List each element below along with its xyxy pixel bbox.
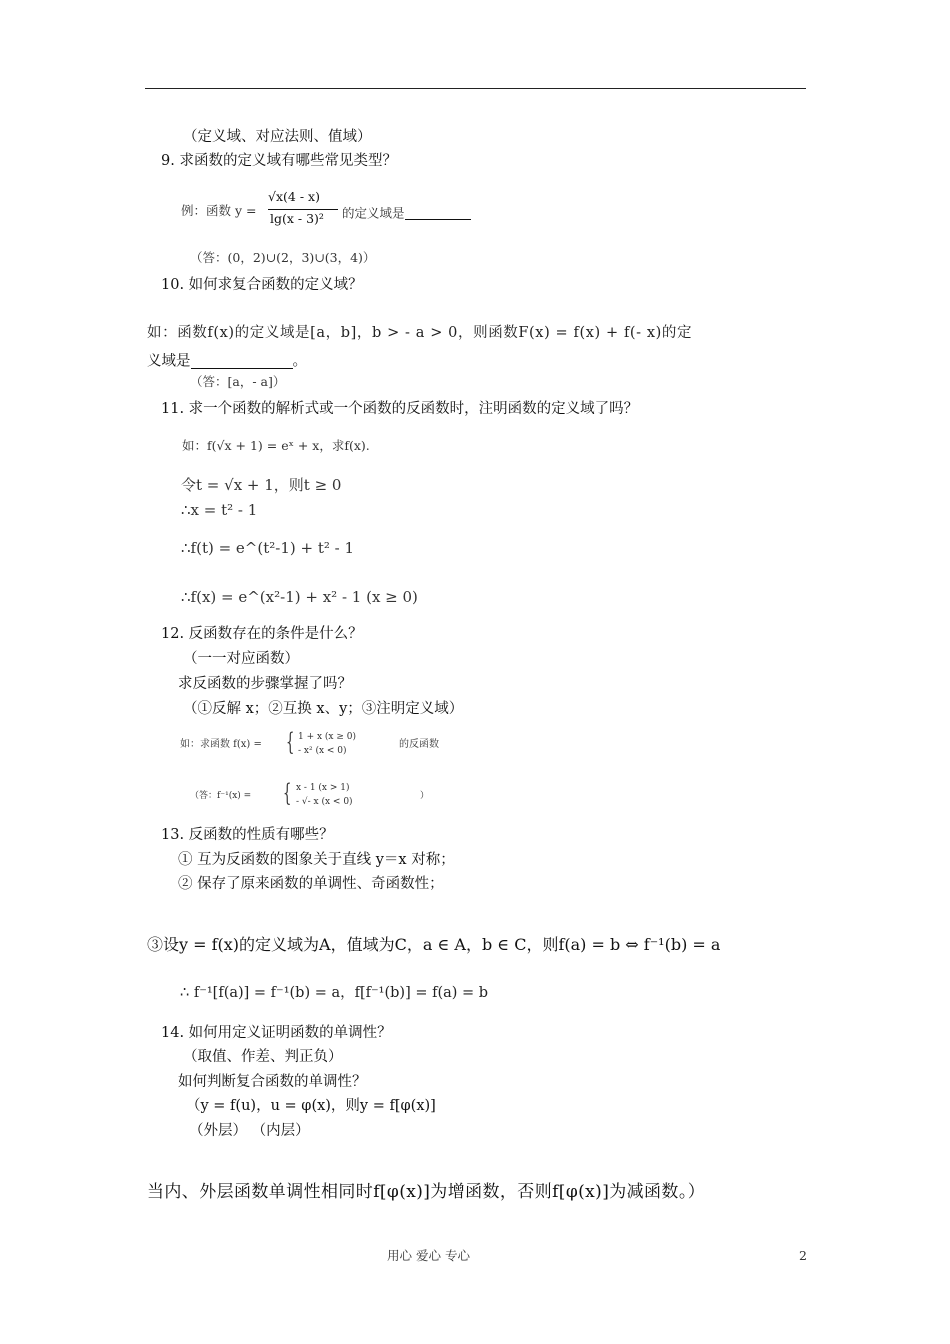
text-line: 如何判断复合函数的单调性？: [178, 1074, 367, 1090]
text-line: （外层） （内层）: [189, 1123, 310, 1139]
answer-blank: [191, 354, 293, 369]
question-14: 14. 如何用定义证明函数的单调性？: [161, 1025, 392, 1041]
step-11d: ∴f(x) = e^(x²-1) + x² - 1 (x ≥ 0): [181, 588, 418, 606]
answer-12-suffix: ）: [420, 791, 430, 801]
piecewise-case: - √- x (x < 0): [296, 797, 353, 807]
example-10-suffix: 。: [292, 353, 307, 370]
piecewise-case: - x² (x < 0): [298, 746, 347, 756]
text-line: （一一对应函数）: [183, 651, 299, 667]
piecewise-brace: {: [283, 779, 292, 807]
piecewise-case: 1 + x (x ≥ 0): [298, 732, 357, 742]
header-rule: [145, 88, 806, 89]
example-10-line1: 如：函数f(x)的定义域是[a，b]，b > - a > 0，则函数F(x) = f(x) + f(- x)的定: [147, 325, 693, 341]
text-line: （定义域、对应法则、值域）: [183, 129, 372, 145]
answer-9: （答：(0，2)∪(2，3)∪(3，4)）: [190, 250, 376, 265]
example-12-suffix: 的反函数: [399, 739, 439, 750]
example-10-line2: [147, 354, 307, 369]
text-line: （y = f(u)，u = φ(x)，则y = f[φ(x)]: [186, 1098, 436, 1114]
answer-10: （答：[a，- a]）: [190, 374, 286, 389]
text-line: （①反解 x；②互换 x、y；③注明定义域）: [183, 701, 464, 717]
fraction-denominator: lg(x - 3)²: [270, 211, 324, 226]
question-9: 9. 求函数的定义域有哪些常见类型？: [161, 153, 397, 169]
page-number: 2: [799, 1248, 807, 1263]
example-11: 如：f(√x + 1) = eˣ + x，求f(x).: [182, 438, 370, 453]
question-10: 10. 如何求复合函数的定义域？: [161, 277, 363, 293]
answer-blank: [405, 205, 471, 220]
fraction-numerator: √x(4 - x): [268, 189, 320, 204]
question-12: 12. 反函数存在的条件是什么？: [161, 626, 363, 642]
text-line: （取值、作差、判正负）: [183, 1049, 343, 1065]
property-13b: ② 保存了原来函数的单调性、奇函数性；: [178, 876, 444, 892]
question-11: 11. 求一个函数的解析式或一个函数的反函数时，注明函数的定义域了吗？: [161, 401, 639, 417]
text-line: 当内、外层函数单调性相同时f[φ(x)]为增函数，否则f[φ(x)]为减函数。）: [147, 1182, 706, 1202]
text-line: 求反函数的步骤掌握了吗？: [178, 676, 352, 692]
step-11b: ∴x = t² - 1: [181, 501, 258, 519]
property-13d: ∴ f⁻¹[f(a)] = f⁻¹(b) = a，f[f⁻¹(b)] = f(a) = b: [180, 985, 489, 1001]
property-13a: ① 互为反函数的图象关于直线 y＝x 对称；: [178, 852, 455, 868]
fraction-bar: [268, 209, 338, 210]
question-13: 13. 反函数的性质有哪些？: [161, 827, 334, 843]
footer-motto: 用心 爱心 专心: [387, 1248, 470, 1263]
answer-12-prefix: （答：f⁻¹(x) =: [190, 791, 252, 801]
step-11a: 令t = √x + 1，则t ≥ 0: [181, 476, 342, 494]
step-11c: ∴f(t) = e^(t²-1) + t² - 1: [181, 539, 355, 557]
property-13c: ③设y = f(x)的定义域为A，值域为C，a ∈ A，b ∈ C，则f(a) = b ⇔ f⁻¹(b) = a: [147, 935, 721, 954]
piecewise-brace: {: [286, 728, 295, 756]
example-9-suffix: [342, 205, 471, 220]
example-10-prefix: 义域是: [147, 353, 191, 370]
example-9-fraction: [268, 189, 338, 233]
example-9-suffix-text: 的定义域是: [342, 205, 405, 221]
example-9-prefix: 例：函数 y =: [181, 203, 257, 218]
example-12-prefix: 如：求函数 f(x) =: [180, 739, 262, 750]
piecewise-case: x - 1 (x > 1): [296, 783, 350, 793]
